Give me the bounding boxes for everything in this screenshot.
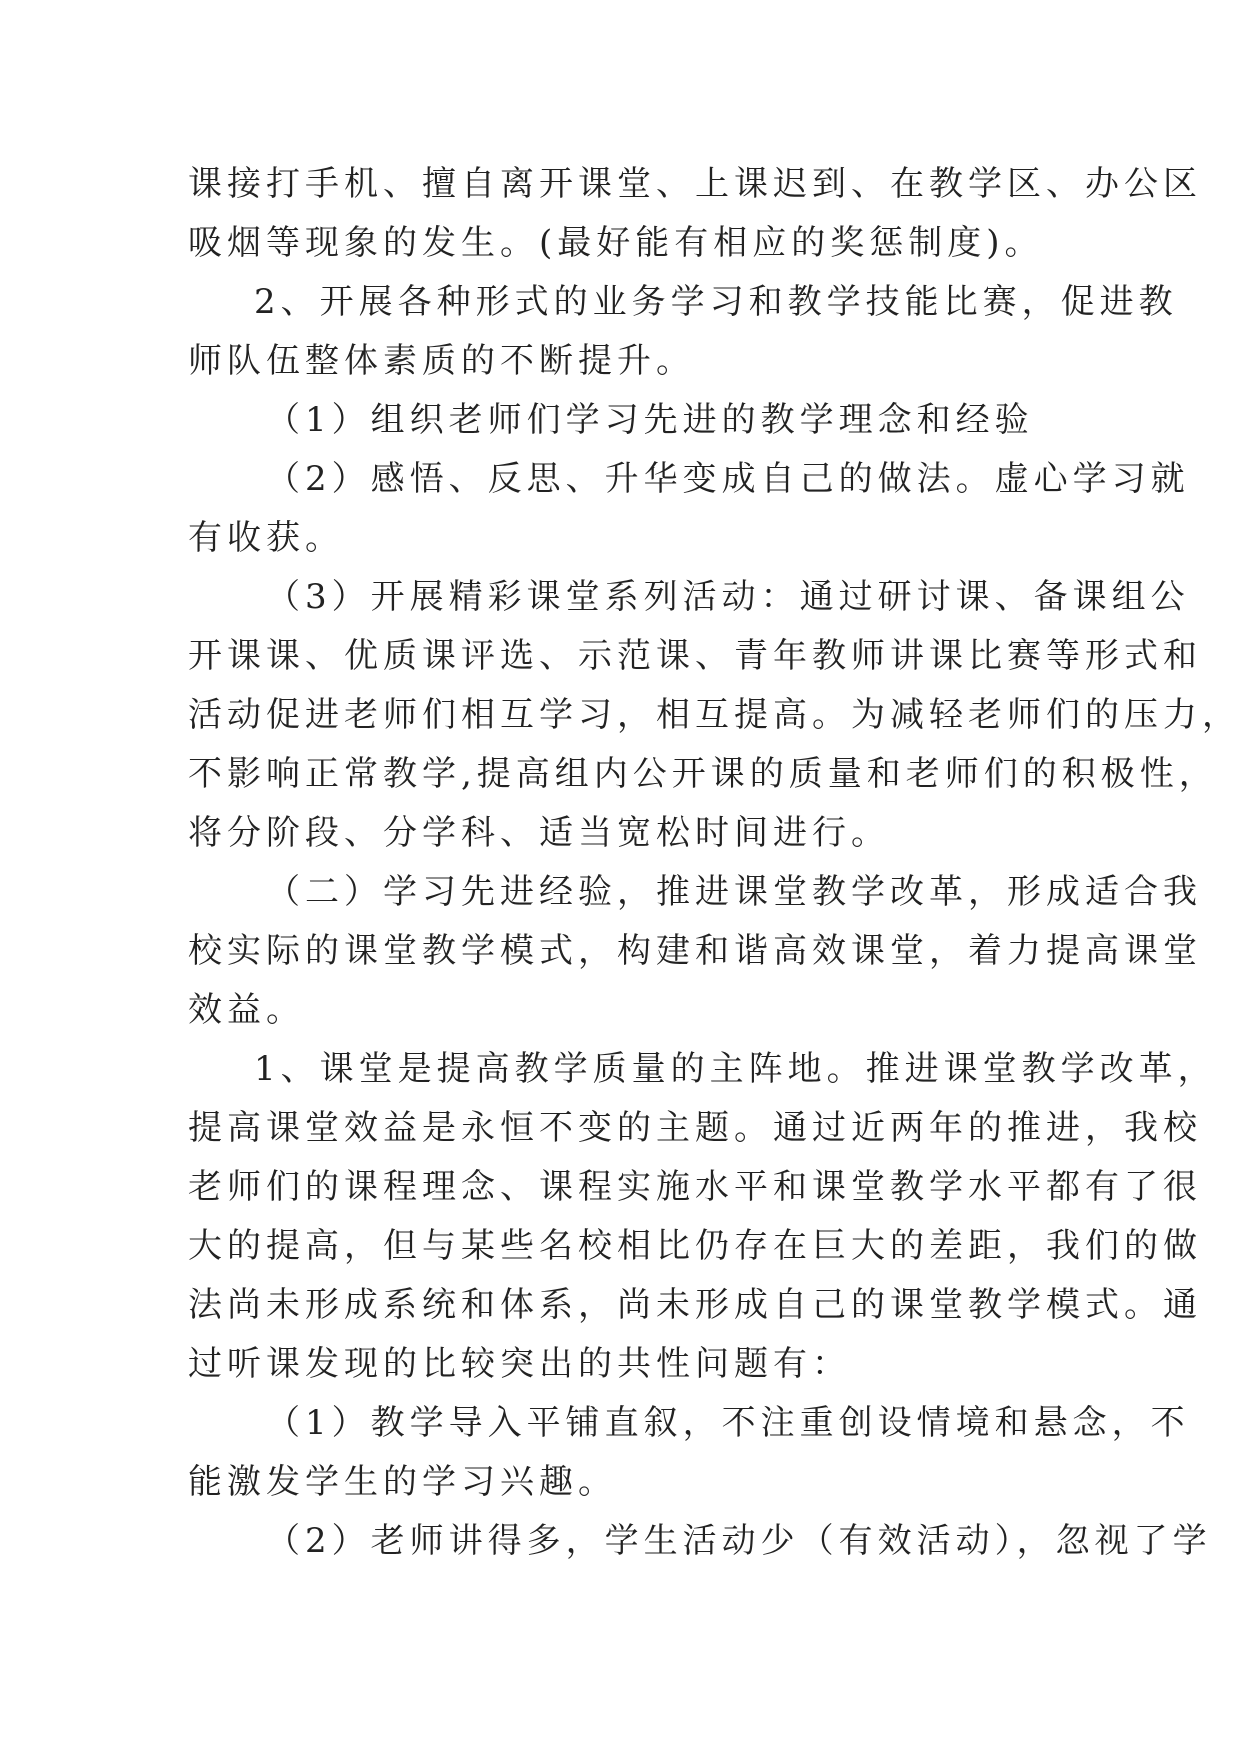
text-line: 活动促进老师们相互学习，相互提高。为减轻老师们的压力，: [188, 695, 1241, 735]
text-line: 课接打手机、擅自离开课堂、上课迟到、在教学区、办公区: [188, 164, 1202, 204]
text-line: （2）老师讲得多，学生活动少（有效活动），忽视了学: [266, 1521, 1212, 1561]
text-line: 开课课、优质课评选、示范课、青年教师讲课比赛等形式和: [188, 636, 1202, 676]
text-line: 不影响正常教学,提高组内公开课的质量和老师们的积极性，: [188, 754, 1218, 794]
text-line: （1）组织老师们学习先进的教学理念和经验: [266, 400, 1034, 440]
text-line: 1、课堂是提高教学质量的主阵地。推进课堂教学改革，: [254, 1049, 1217, 1089]
text-line: （二）学习先进经验，推进课堂教学改革，形成适合我: [266, 872, 1202, 912]
text-line: 2、开展各种形式的业务学习和教学技能比赛，促进教: [254, 282, 1178, 322]
text-line: 提高课堂效益是永恒不变的主题。通过近两年的推进，我校: [188, 1108, 1202, 1148]
document-body: [188, 155, 1241, 1571]
text-line: 老师们的课程理念、课程实施水平和课堂教学水平都有了很: [188, 1167, 1202, 1207]
text-line: 过听课发现的比较突出的共性问题有：: [188, 1344, 851, 1384]
text-line: 师队伍整体素质的不断提升。: [188, 341, 695, 381]
text-line: 效益。: [188, 990, 305, 1030]
text-line: 大的提高，但与某些名校相比仍存在巨大的差距，我们的做: [188, 1226, 1202, 1266]
text-line: 能激发学生的学习兴趣。: [188, 1462, 617, 1502]
text-line: 有收获。: [188, 518, 344, 558]
text-line: 法尚未形成系统和体系，尚未形成自己的课堂教学模式。通: [188, 1285, 1202, 1325]
text-line: （2）感悟、反思、升华变成自己的做法。虚心学习就: [266, 459, 1190, 499]
text-line: 将分阶段、分学科、适当宽松时间进行。: [188, 813, 890, 853]
text-line: 吸烟等现象的发生。(最好能有相应的奖惩制度)。: [188, 223, 1044, 263]
text-line: 校实际的课堂教学模式，构建和谐高效课堂，着力提高课堂: [188, 931, 1202, 971]
text-line: （3）开展精彩课堂系列活动：通过研讨课、备课组公: [266, 577, 1190, 617]
text-line: （1）教学导入平铺直叙，不注重创设情境和悬念，不: [266, 1403, 1190, 1443]
